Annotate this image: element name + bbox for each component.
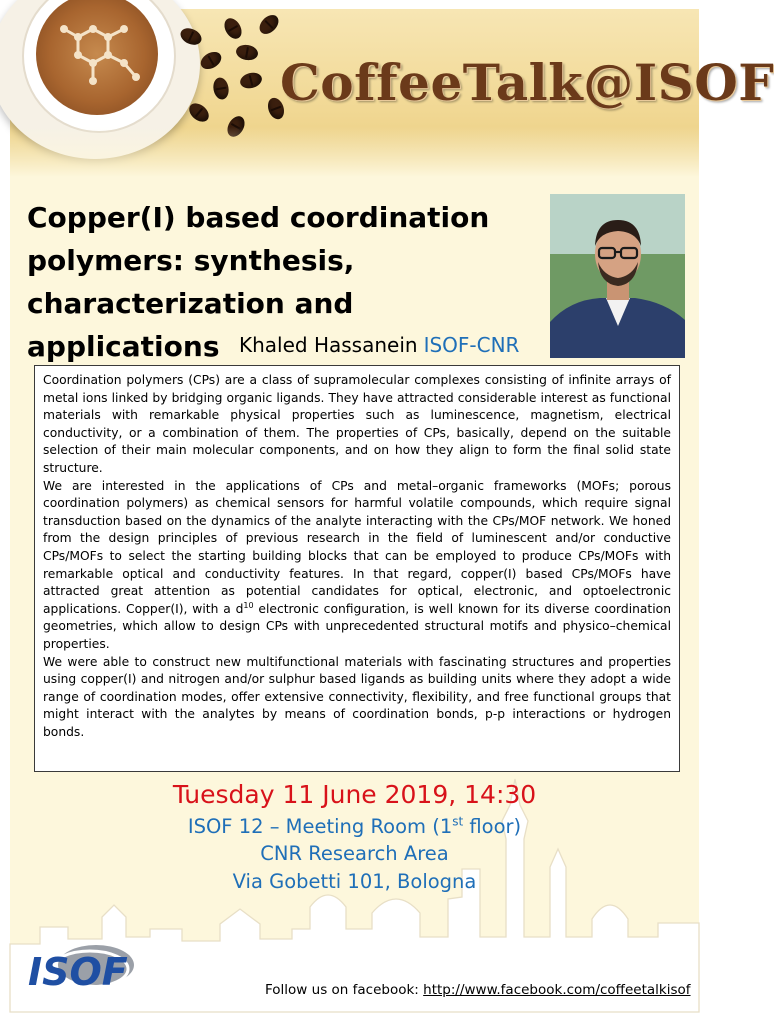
coffee-bean <box>221 15 245 42</box>
facebook-link[interactable]: http://www.facebook.com/coffeetalkisof <box>423 982 691 998</box>
coffee-banner <box>10 9 774 177</box>
abstract-p2-superscript: 10 <box>243 600 254 610</box>
event-address: Via Gobetti 101, Bologna <box>232 870 477 893</box>
speaker-line <box>239 333 519 357</box>
isof-logo <box>24 939 136 1003</box>
poster <box>10 9 774 1012</box>
speaker-name: Khaled Hassanein <box>239 333 418 357</box>
speaker-portrait-art <box>550 194 685 358</box>
event-date-time: Tuesday 11 June 2019, 14:30 <box>172 780 537 809</box>
follow-label: Follow us on facebook: <box>265 982 419 998</box>
abstract-box <box>34 365 680 772</box>
abstract-paragraph-1: Coordination polymers (CPs) are a class of supramolecular complexes consisting of infinite arrays of metal ions linked by bridging organic ligands. They have attracted considerable interest as functional materials with remarkable physical properties such as luminescence, magnetism, electrical conductivity, or a combination of them. The properties of CPs, basically, depend on the suitable selection of their main molecular components, and on how they align to form the final solid state structure. <box>43 373 671 475</box>
coffeetalk-brand-title: CoffeeTalk@ISOF <box>280 53 774 112</box>
coffee-bean <box>238 70 263 90</box>
abstract-paragraph-2 <box>43 478 671 654</box>
coffee-bean <box>256 11 282 37</box>
molecule-latte-art <box>48 7 148 103</box>
abstract-p2-text: We are interested in the applications of CPs and metal–organic frameworks (MOFs; porous coordination polymers) as chemical sensors for harmful volatile compounds, which require signal transduction based on the dynamics of the analyte interacting with the CPs/MOF network. We honed from the design principles of previous research in the field of luminescent and/or conductive CPs/MOFs to select the starting building blocks that can be employed to produce CPs/MOFs with remarkable optical and conductivity features. In that regard, copper(I) based CPs/MOFs have attracted great attention as potential candidates for optical, electronic, and optoelectronic applications. Copper(I), with a d <box>43 478 671 616</box>
event-room-text-end: floor) <box>463 815 522 838</box>
coffee-bean <box>212 76 231 100</box>
coffee-bean <box>235 43 259 62</box>
isof-logo-text: ISOF <box>28 950 128 994</box>
banner-fade <box>10 127 699 177</box>
speaker-photo <box>550 194 685 358</box>
event-room-text: ISOF 12 – Meeting Room (1 <box>187 815 453 838</box>
speaker-affiliation: ISOF-CNR <box>423 333 520 357</box>
event-area: CNR Research Area <box>260 842 449 865</box>
abstract-p2-text-end: electronic configuration, is well known for its diverse coordination geometries, which allow to design CPs with unprecedented structural motifs and physico–chemical properties. <box>43 601 671 651</box>
event-room <box>10 815 699 838</box>
event-room-superscript: st <box>452 814 464 829</box>
abstract-paragraph-3: We were able to construct new multifunctional materials with fascinating structures and properties using copper(I) and nitrogen and/or sulphur based ligands as building units where they adopt a wide range of coordination modes, offer extensive connectivity, flexibility, and free functional groups that might interact with the analytes by means of coordination bonds, p-p interactions or hydrogen bonds. <box>43 654 671 739</box>
coffee-bean <box>198 49 225 73</box>
talk-title: Copper(I) based coordination polymers: synthesis, characterization and applications <box>27 201 490 363</box>
facebook-follow-line <box>265 982 691 998</box>
